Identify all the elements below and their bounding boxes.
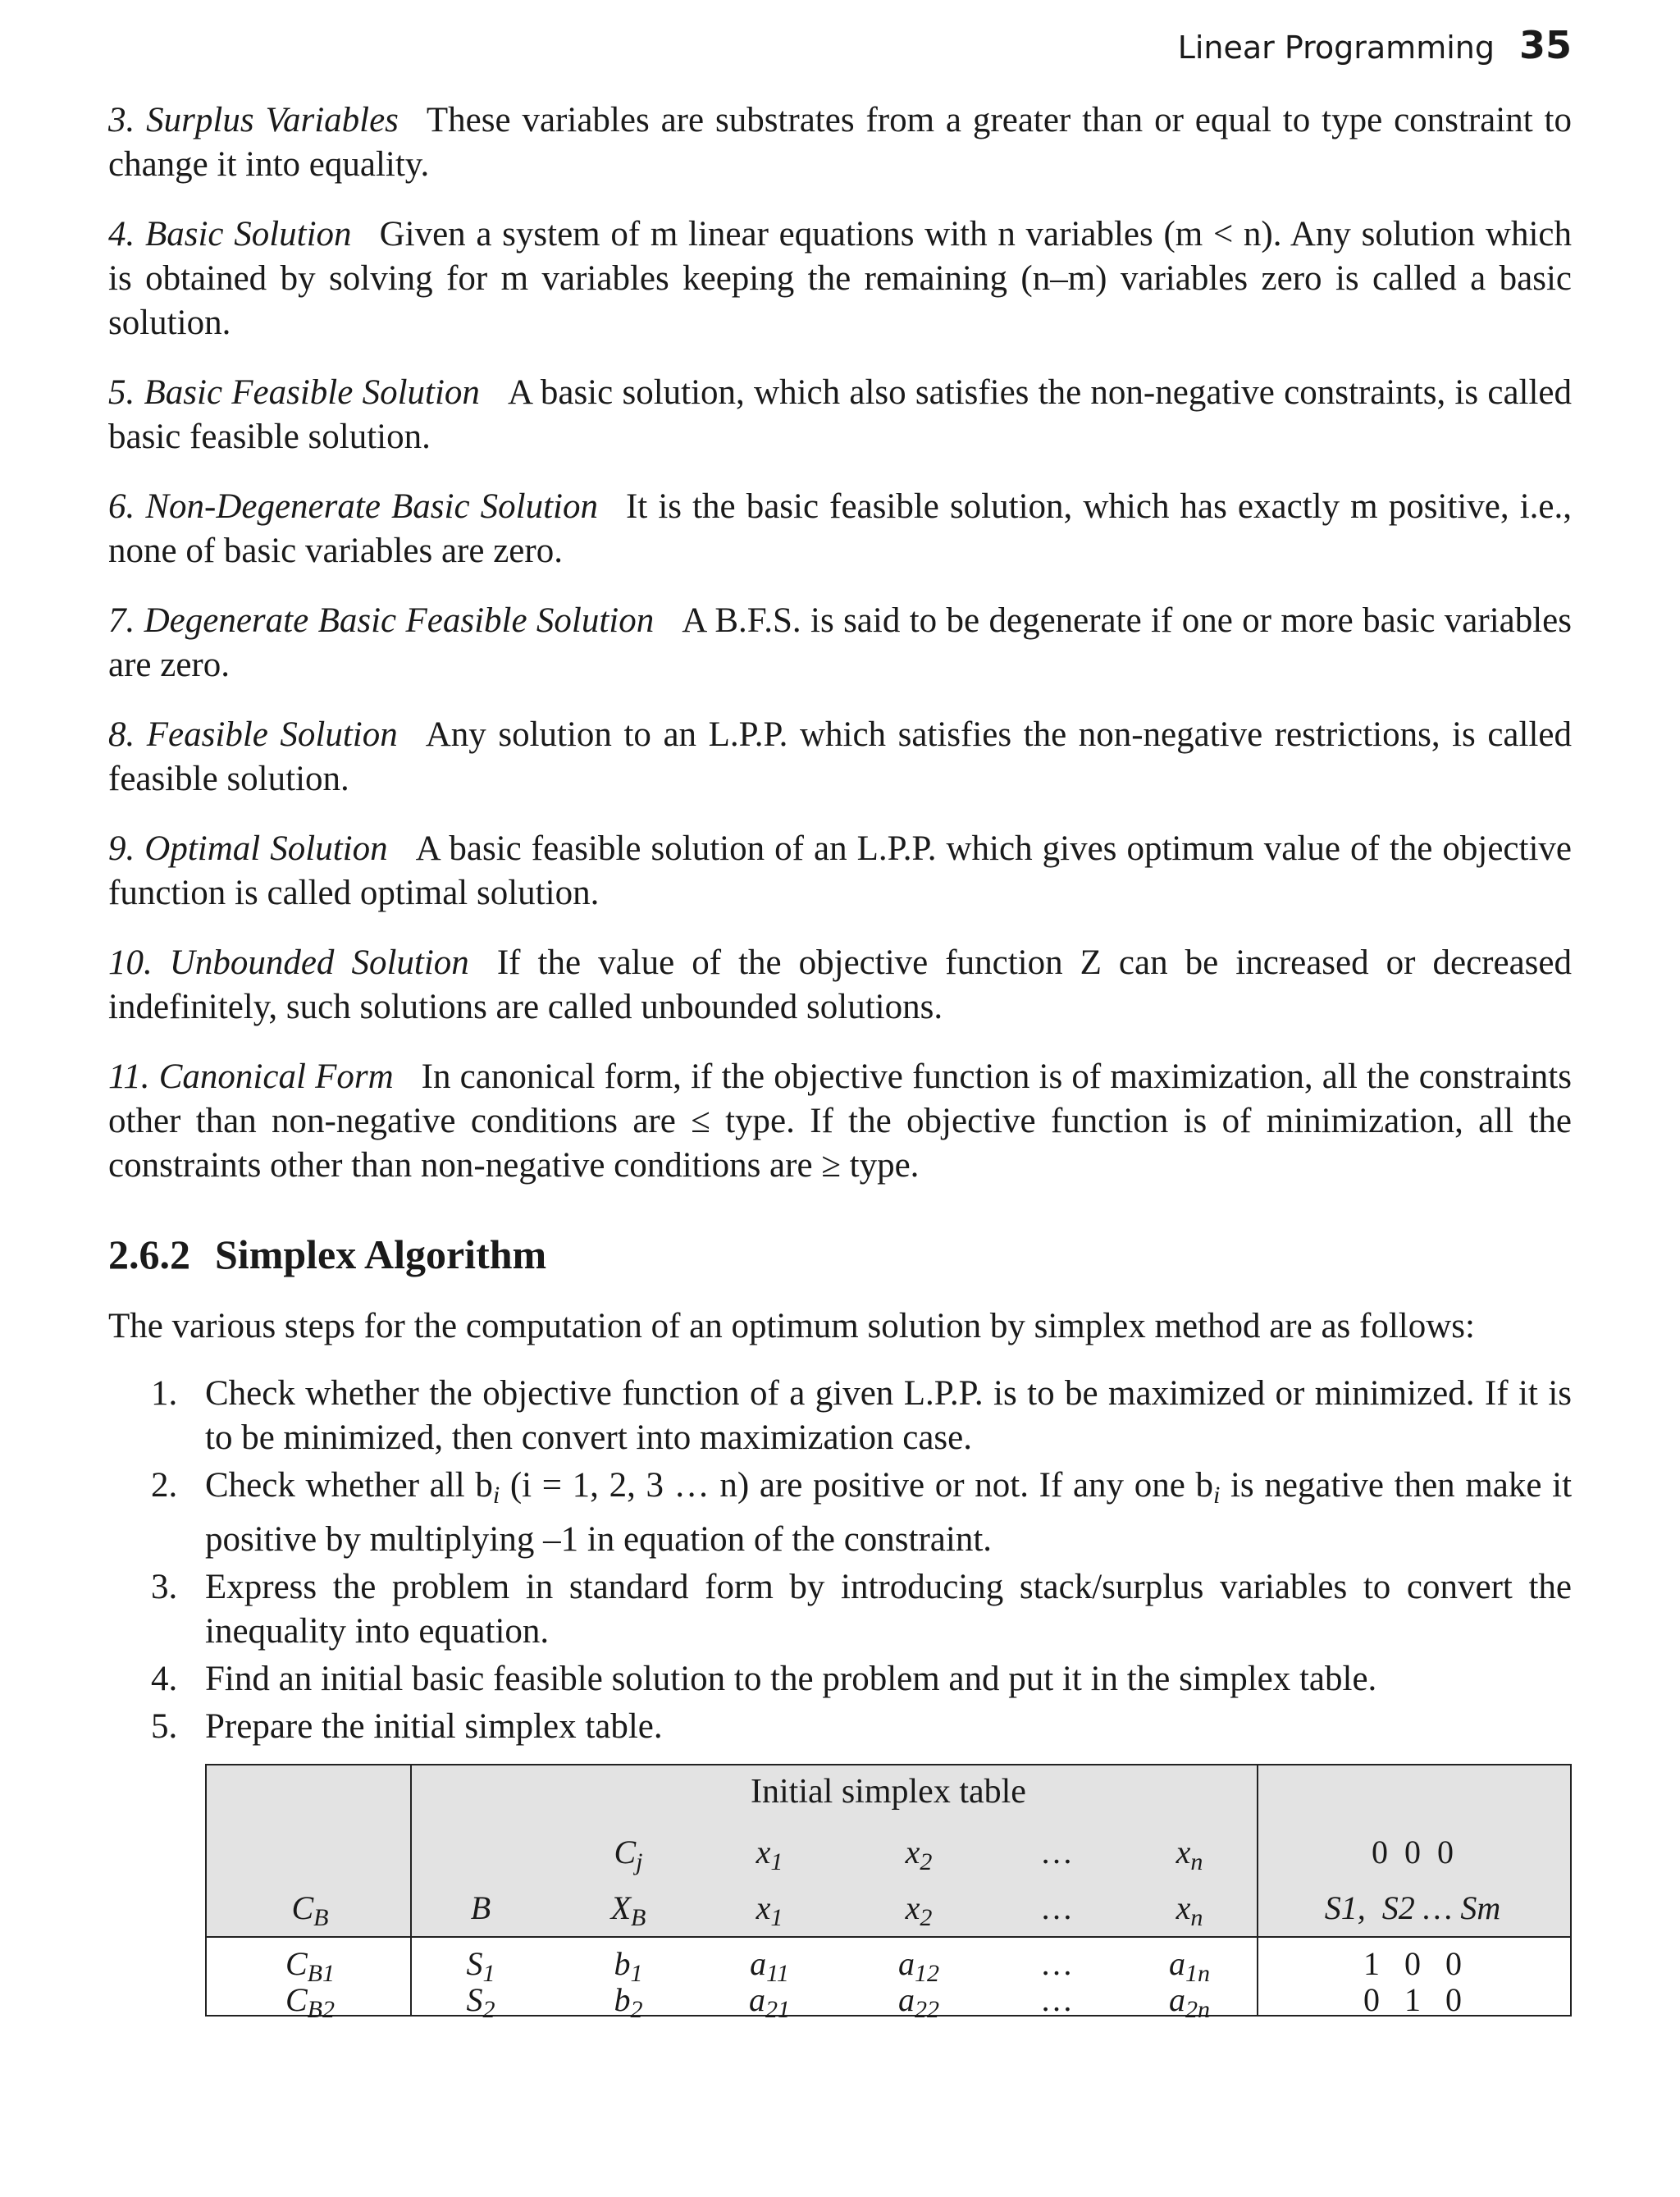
col-dots: … bbox=[1040, 1889, 1073, 1926]
section-heading bbox=[108, 1231, 546, 1278]
step-number: 3. bbox=[151, 1568, 178, 1606]
definition-term: 5. Basic Feasible Solution bbox=[108, 373, 480, 412]
definition-term: 10. Unbounded Solution bbox=[108, 943, 469, 982]
definition-term: 3. Surplus Variables bbox=[108, 101, 399, 139]
section-title: Simplex Algorithm bbox=[215, 1231, 547, 1277]
row2-cb: $C_{B2}$ bbox=[285, 1981, 336, 2023]
initial-simplex-table bbox=[205, 1764, 1572, 2023]
list-item bbox=[108, 1464, 1572, 1562]
step-text: Check whether the objective function of a given L.P.P. is to be maximized or minimized. If it is to be minimized, then convert into maximization case. bbox=[205, 1374, 1572, 1457]
definition bbox=[108, 371, 1572, 459]
step-number: 4. bbox=[151, 1660, 178, 1698]
step-subscript: i bbox=[492, 1482, 500, 1509]
header-title: Linear Programming bbox=[1177, 30, 1495, 66]
row1-cb: $C_{B1}$ bbox=[285, 1945, 336, 1987]
definition-term: 4. Basic Solution bbox=[108, 215, 352, 254]
col-slack: S1, S2 … Sm bbox=[1324, 1889, 1501, 1926]
list-item bbox=[108, 1705, 1572, 1749]
cj-x1: $x_1$ bbox=[756, 1834, 783, 1875]
cj-xn: $x_n$ bbox=[1176, 1834, 1203, 1875]
step-number: 5. bbox=[151, 1707, 178, 1746]
definition-term: 8. Feasible Solution bbox=[108, 715, 398, 754]
definition bbox=[108, 599, 1572, 687]
definition-text: A basic feasible solution of an L.P.P. which gives optimum value of the objective function is called optimal solution. bbox=[108, 829, 1572, 912]
definition bbox=[108, 98, 1572, 187]
row1-a1: $a_{11}$ bbox=[750, 1945, 789, 1987]
list-item bbox=[108, 1372, 1572, 1460]
definition-text: A basic solution, which also satisfies the non-negative constraints, is called basic feasible solution. bbox=[108, 373, 1573, 456]
row1-a2: $a_{12}$ bbox=[898, 1945, 939, 1987]
row2-dots: … bbox=[1040, 1981, 1073, 2018]
definition-text: Any solution to an L.P.P. which satisfies the non-negative restrictions, is called feasible solution. bbox=[108, 715, 1572, 798]
definition-term: 6. Non-Degenerate Basic Solution bbox=[108, 487, 598, 526]
cj-dots: … bbox=[1040, 1834, 1073, 1870]
row2-xb: $b_2$ bbox=[614, 1981, 643, 2023]
col-x1: $x_1$ bbox=[756, 1889, 783, 1931]
intro-paragraph: The various steps for the computation of an optimum solution by simplex method are as follows: bbox=[108, 1307, 1475, 1345]
step-text-mid: (i = 1, 2, 3 … n) are positive or not. If any one b bbox=[500, 1466, 1213, 1505]
row2-an: $a_{2n}$ bbox=[1169, 1981, 1210, 2023]
cj-x2: $x_2$ bbox=[905, 1834, 933, 1875]
definition-term: 9. Optimal Solution bbox=[108, 829, 388, 868]
cj-slack: 0 0 0 bbox=[1372, 1834, 1454, 1870]
page-number: 35 bbox=[1518, 23, 1572, 67]
row2-b: $S_2$ bbox=[466, 1981, 495, 2023]
definition bbox=[108, 827, 1572, 916]
row2-a2: $a_{22}$ bbox=[898, 1981, 939, 2023]
row2-slack: 0 1 0 bbox=[1363, 1981, 1462, 2018]
definition-text: In canonical form, if the objective function is of maximization, all the constraints other than non-negative conditions are ≤ type. If the objective function is of minimization, all the constraints other than non-negative conditions are ≥ type. bbox=[108, 1057, 1572, 1185]
step-text-pre: Check whether all b bbox=[205, 1466, 493, 1505]
definition-term: 7. Degenerate Basic Feasible Solution bbox=[108, 601, 655, 640]
definition-text: Given a system of m linear equations with n variables (m < n). Any solution which is obtained by solving for m variables keeping the remaining (n–m) variables zero is called a basic solution. bbox=[108, 215, 1572, 342]
list-item bbox=[108, 1657, 1572, 1701]
step-number: 1. bbox=[151, 1374, 178, 1413]
step-number: 2. bbox=[151, 1466, 178, 1505]
definition-text: If the value of the objective function Z can be increased or decreased indefinitely, such solutions are called unbounded solutions. bbox=[108, 943, 1572, 1026]
step-text: Express the problem in standard form by introducing stack/surplus variables to convert the inequality into equation. bbox=[205, 1568, 1572, 1651]
definition-term: 11. Canonical Form bbox=[108, 1057, 394, 1096]
definition bbox=[108, 713, 1572, 802]
list-item bbox=[108, 1565, 1572, 1654]
definition-text: These variables are substrates from a greater than or equal to type constraint to change it into equality. bbox=[108, 101, 1572, 184]
col-xn: $x_n$ bbox=[1176, 1889, 1203, 1931]
col-x2: $x_2$ bbox=[905, 1889, 933, 1931]
step-text-post: is negative then make it positive by multiplying –1 in equation of the constraint. bbox=[205, 1466, 1573, 1559]
row2-a1: $a_{21}$ bbox=[749, 1981, 790, 2023]
step-text: Find an initial basic feasible solution to the problem and put it in the simplex table. bbox=[205, 1660, 1377, 1698]
cj-label: $C_j$ bbox=[614, 1834, 643, 1875]
definition bbox=[108, 212, 1572, 345]
table-divider bbox=[207, 1936, 1570, 1938]
row1-dots: … bbox=[1040, 1945, 1073, 1982]
col-b: B bbox=[470, 1889, 491, 1926]
col-cb: $C_B$ bbox=[291, 1889, 329, 1931]
col-xb: $X_B$ bbox=[610, 1889, 646, 1931]
definition bbox=[108, 1055, 1572, 1188]
step-text: Prepare the initial simplex table. bbox=[205, 1707, 663, 1746]
row1-b: $S_1$ bbox=[466, 1945, 495, 1987]
definition-text: It is the basic feasible solution, which has exactly m positive, i.e., none of basic variables are zero. bbox=[108, 487, 1572, 570]
definitions-list bbox=[108, 98, 1572, 1188]
definition bbox=[108, 485, 1572, 573]
definition bbox=[108, 941, 1572, 1030]
section-number: 2.6.2 bbox=[108, 1231, 190, 1277]
row1-xb: $b_1$ bbox=[614, 1945, 643, 1987]
table-caption: Initial simplex table bbox=[751, 1773, 1026, 1811]
row1-slack: 1 0 0 bbox=[1363, 1945, 1462, 1982]
running-header bbox=[1178, 23, 1572, 67]
steps-list bbox=[108, 1372, 1572, 1752]
step-subscript: i bbox=[1212, 1482, 1221, 1509]
definition-text: A B.F.S. is said to be degenerate if one or more basic variables are zero. bbox=[108, 601, 1573, 684]
row1-an: $a_{1n}$ bbox=[1169, 1945, 1210, 1987]
